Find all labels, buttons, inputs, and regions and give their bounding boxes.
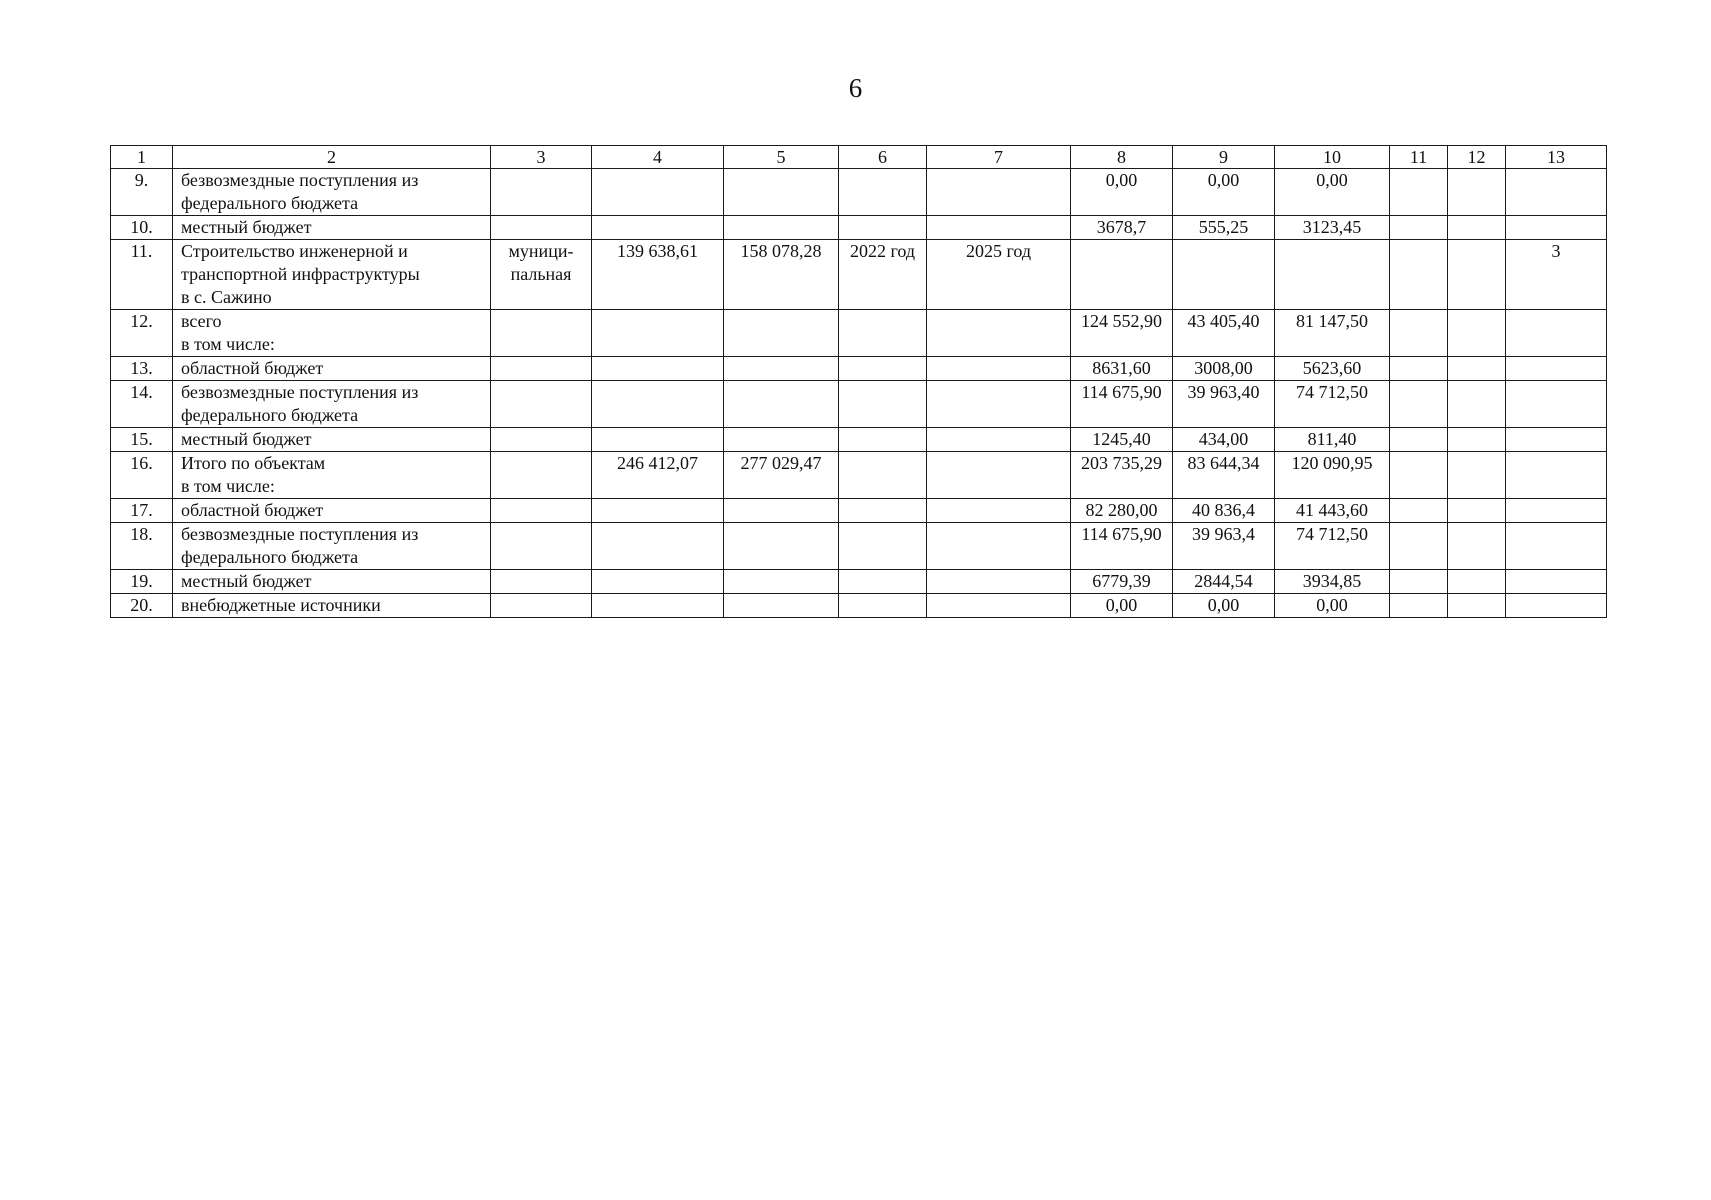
value-cell (592, 310, 724, 357)
value-cell (1390, 570, 1448, 594)
value-cell (1506, 310, 1607, 357)
budget-table (110, 145, 1607, 618)
value-cell (491, 381, 592, 428)
value-cell (491, 357, 592, 381)
value-cell (1390, 499, 1448, 523)
value-cell (927, 428, 1071, 452)
row-number-cell: 15. (111, 428, 173, 452)
value-cell (839, 452, 927, 499)
table-row (111, 523, 1607, 570)
value-cell: 139 638,61 (592, 240, 724, 310)
value-cell: 203 735,29 (1071, 452, 1173, 499)
value-cell (839, 594, 927, 618)
value-cell (1506, 357, 1607, 381)
value-cell: 3123,45 (1275, 216, 1390, 240)
value-cell: 40 836,4 (1173, 499, 1275, 523)
row-label-cell: Итого по объектам в том числе: (173, 452, 491, 499)
value-cell (1506, 523, 1607, 570)
value-cell (592, 216, 724, 240)
row-number-cell: 20. (111, 594, 173, 618)
value-cell: 6779,39 (1071, 570, 1173, 594)
row-number-cell: 14. (111, 381, 173, 428)
table-row (111, 169, 1607, 216)
table-row (111, 240, 1607, 310)
row-number-cell: 9. (111, 169, 173, 216)
column-number-cell: 9 (1173, 146, 1275, 169)
row-label-cell: областной бюджет (173, 499, 491, 523)
value-cell (1390, 310, 1448, 357)
value-cell: 114 675,90 (1071, 381, 1173, 428)
value-cell (927, 169, 1071, 216)
row-label-cell: безвозмездные поступления из федерального бюджета (173, 523, 491, 570)
value-cell: 43 405,40 (1173, 310, 1275, 357)
value-cell (927, 357, 1071, 381)
value-cell: 434,00 (1173, 428, 1275, 452)
column-number-cell: 7 (927, 146, 1071, 169)
value-cell: 5623,60 (1275, 357, 1390, 381)
value-cell (1448, 570, 1506, 594)
table-body (111, 146, 1607, 618)
value-cell (1275, 240, 1390, 310)
value-cell (839, 310, 927, 357)
column-number-cell: 4 (592, 146, 724, 169)
value-cell: 114 675,90 (1071, 523, 1173, 570)
value-cell: 8631,60 (1071, 357, 1173, 381)
value-cell (1448, 310, 1506, 357)
value-cell (592, 523, 724, 570)
value-cell (724, 523, 839, 570)
value-cell (1390, 452, 1448, 499)
row-label-cell: безвозмездные поступления из федерального бюджета (173, 169, 491, 216)
value-cell (1506, 452, 1607, 499)
value-cell (1390, 240, 1448, 310)
value-cell (1448, 357, 1506, 381)
row-label-cell: местный бюджет (173, 570, 491, 594)
value-cell (1071, 240, 1173, 310)
value-cell: 811,40 (1275, 428, 1390, 452)
value-cell (592, 570, 724, 594)
value-cell (1448, 523, 1506, 570)
value-cell (1506, 428, 1607, 452)
column-number-row (111, 146, 1607, 169)
value-cell (724, 570, 839, 594)
value-cell (927, 523, 1071, 570)
row-label-cell: областной бюджет (173, 357, 491, 381)
value-cell: 124 552,90 (1071, 310, 1173, 357)
value-cell: 0,00 (1275, 169, 1390, 216)
value-cell (1506, 499, 1607, 523)
row-number-cell: 19. (111, 570, 173, 594)
value-cell: 2844,54 (1173, 570, 1275, 594)
row-number-cell: 11. (111, 240, 173, 310)
table-row (111, 216, 1607, 240)
row-label-cell: безвозмездные поступления из федерального бюджета (173, 381, 491, 428)
value-cell: 3008,00 (1173, 357, 1275, 381)
value-cell: 39 963,4 (1173, 523, 1275, 570)
value-cell: 158 078,28 (724, 240, 839, 310)
value-cell: 82 280,00 (1071, 499, 1173, 523)
value-cell (927, 381, 1071, 428)
value-cell: 81 147,50 (1275, 310, 1390, 357)
column-number-cell: 8 (1071, 146, 1173, 169)
row-label-cell: Строительство инженерной и транспортной инфраструктуры в с. Сажино (173, 240, 491, 310)
value-cell (1173, 240, 1275, 310)
table-row (111, 570, 1607, 594)
value-cell: 0,00 (1275, 594, 1390, 618)
value-cell (1506, 570, 1607, 594)
value-cell (1506, 594, 1607, 618)
value-cell (1506, 169, 1607, 216)
row-number-cell: 17. (111, 499, 173, 523)
value-cell: 41 443,60 (1275, 499, 1390, 523)
value-cell: 83 644,34 (1173, 452, 1275, 499)
value-cell (839, 381, 927, 428)
value-cell (839, 169, 927, 216)
value-cell (491, 499, 592, 523)
value-cell (839, 428, 927, 452)
value-cell (592, 594, 724, 618)
value-cell (724, 169, 839, 216)
value-cell (1390, 381, 1448, 428)
value-cell (491, 570, 592, 594)
value-cell (491, 216, 592, 240)
value-cell: 2025 год (927, 240, 1071, 310)
value-cell (1390, 428, 1448, 452)
value-cell (839, 499, 927, 523)
value-cell: 277 029,47 (724, 452, 839, 499)
value-cell (724, 594, 839, 618)
column-number-cell: 2 (173, 146, 491, 169)
value-cell (491, 310, 592, 357)
value-cell (724, 216, 839, 240)
table-row (111, 357, 1607, 381)
value-cell (839, 357, 927, 381)
row-label-cell: всего в том числе: (173, 310, 491, 357)
value-cell (724, 428, 839, 452)
value-cell (839, 570, 927, 594)
row-label-cell: местный бюджет (173, 216, 491, 240)
value-cell (724, 499, 839, 523)
value-cell: 246 412,07 (592, 452, 724, 499)
value-cell: 1245,40 (1071, 428, 1173, 452)
value-cell: 0,00 (1071, 594, 1173, 618)
value-cell: 0,00 (1173, 169, 1275, 216)
value-cell (592, 381, 724, 428)
column-number-cell: 3 (491, 146, 592, 169)
value-cell: 120 090,95 (1275, 452, 1390, 499)
value-cell (839, 216, 927, 240)
value-cell (724, 310, 839, 357)
value-cell: 555,25 (1173, 216, 1275, 240)
table-row (111, 310, 1607, 357)
value-cell: 74 712,50 (1275, 381, 1390, 428)
table-row (111, 499, 1607, 523)
row-number-cell: 13. (111, 357, 173, 381)
value-cell: 2022 год (839, 240, 927, 310)
row-label-cell: внебюджетные источники (173, 594, 491, 618)
value-cell (592, 499, 724, 523)
value-cell (927, 570, 1071, 594)
table-row (111, 428, 1607, 452)
value-cell (927, 452, 1071, 499)
value-cell (1448, 452, 1506, 499)
value-cell (592, 169, 724, 216)
value-cell (1448, 240, 1506, 310)
value-cell (491, 594, 592, 618)
value-cell: 3678,7 (1071, 216, 1173, 240)
column-number-cell: 13 (1506, 146, 1607, 169)
value-cell: 39 963,40 (1173, 381, 1275, 428)
value-cell (491, 169, 592, 216)
row-number-cell: 16. (111, 452, 173, 499)
value-cell (1390, 523, 1448, 570)
column-number-cell: 1 (111, 146, 173, 169)
value-cell (927, 310, 1071, 357)
page-number: 6 (848, 73, 863, 103)
value-cell (1390, 216, 1448, 240)
table-row (111, 381, 1607, 428)
value-cell (1448, 381, 1506, 428)
value-cell (1448, 499, 1506, 523)
row-label-cell: местный бюджет (173, 428, 491, 452)
value-cell (1448, 428, 1506, 452)
row-number-cell: 10. (111, 216, 173, 240)
value-cell (1390, 169, 1448, 216)
value-cell (1390, 357, 1448, 381)
value-cell (1506, 381, 1607, 428)
value-cell: 0,00 (1173, 594, 1275, 618)
value-cell: 3 (1506, 240, 1607, 310)
value-cell (1506, 216, 1607, 240)
value-cell (1390, 594, 1448, 618)
column-number-cell: 6 (839, 146, 927, 169)
value-cell (927, 594, 1071, 618)
value-cell (491, 523, 592, 570)
table-row (111, 594, 1607, 618)
value-cell (724, 357, 839, 381)
value-cell: 74 712,50 (1275, 523, 1390, 570)
column-number-cell: 5 (724, 146, 839, 169)
row-number-cell: 12. (111, 310, 173, 357)
table-row (111, 452, 1607, 499)
value-cell (927, 216, 1071, 240)
column-number-cell: 11 (1390, 146, 1448, 169)
value-cell (592, 357, 724, 381)
value-cell (839, 523, 927, 570)
value-cell (491, 428, 592, 452)
row-number-cell: 18. (111, 523, 173, 570)
value-cell (1448, 169, 1506, 216)
column-number-cell: 12 (1448, 146, 1506, 169)
column-number-cell: 10 (1275, 146, 1390, 169)
value-cell (1448, 594, 1506, 618)
value-cell: 0,00 (1071, 169, 1173, 216)
value-cell (491, 452, 592, 499)
value-cell: 3934,85 (1275, 570, 1390, 594)
value-cell (927, 499, 1071, 523)
value-cell (1448, 216, 1506, 240)
value-cell (724, 381, 839, 428)
value-cell (592, 428, 724, 452)
value-cell: муници- пальная (491, 240, 592, 310)
